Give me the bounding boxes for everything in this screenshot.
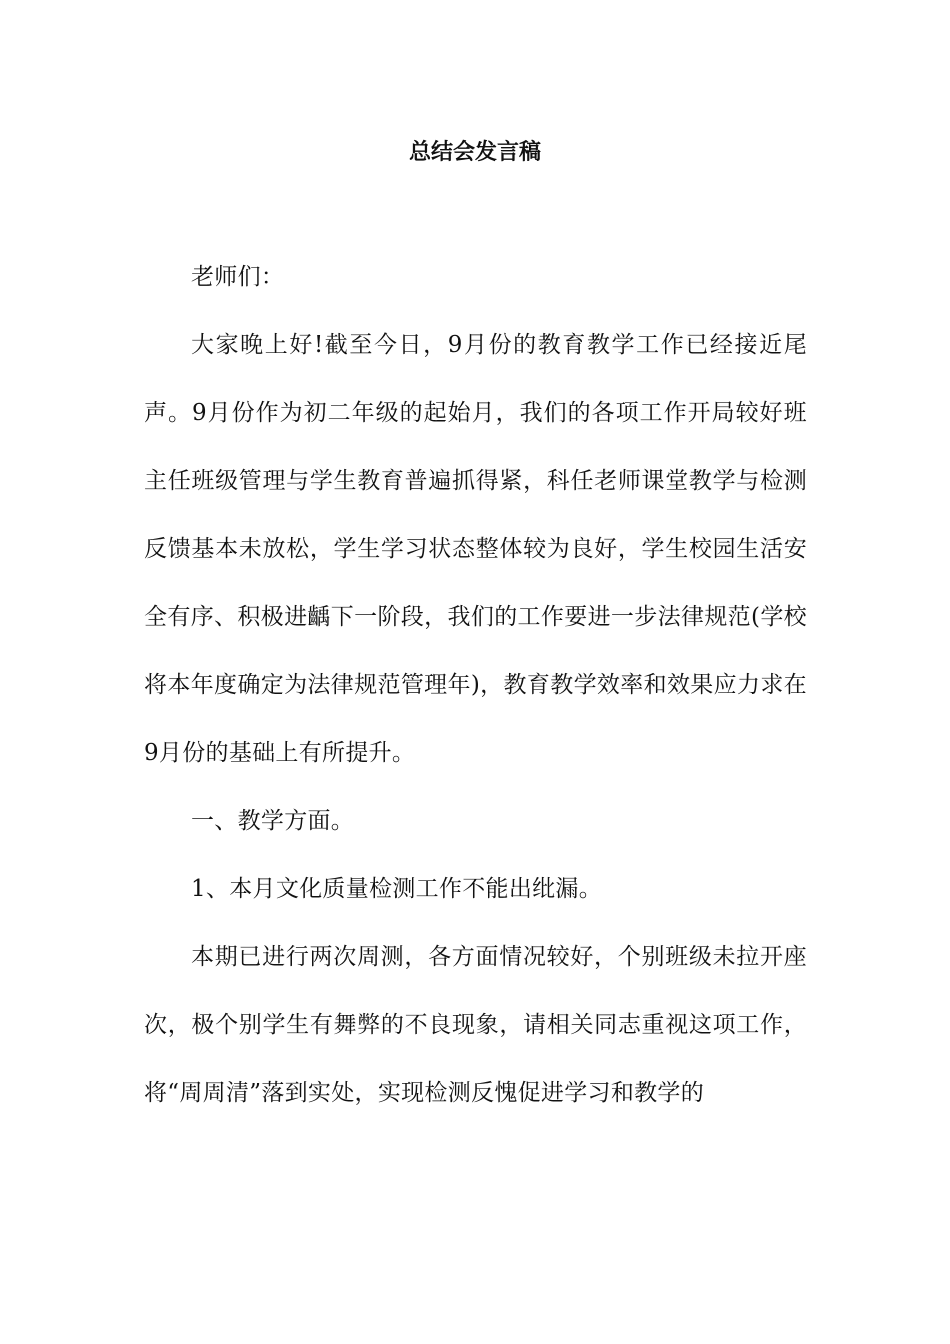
- document-body: [144, 243, 807, 1127]
- subheading-quality-check: 1、本月文化质量检测工作不能出纰漏。: [191, 876, 603, 902]
- intro-paragraph: 大家晚上好!截至今日，9月份的教育教学工作已经接近尾声。9月份作为初二年级的起始月，我们的各项工作开局较好班主任班级管理与学生教育普遍抓得紧，科任老师课堂教学与检测反馈基本未放松，学生学习状态整体较为良好，学生校园生活安全有序、积极进齲下一阶段，我们的工作要进一步法律规范(学校将本年度确定为法律规范管理年)，教育教学效率和效果应力求在9月份的基础上有所提升。: [144, 332, 807, 766]
- document-title: 总结会发言稿: [408, 140, 541, 165]
- quality-check-paragraph: 本期已进行两次周测，各方面情况较好，个别班级未拉开座次，极个别学生有舞弊的不良现象，请相关同志重视这项工作，将“周周清”落到实处，实现检测反愧促进学习和教学的: [144, 944, 807, 1106]
- section-heading-teaching: 一、教学方面。: [191, 808, 355, 834]
- salutation-paragraph: 老师们：: [191, 264, 285, 290]
